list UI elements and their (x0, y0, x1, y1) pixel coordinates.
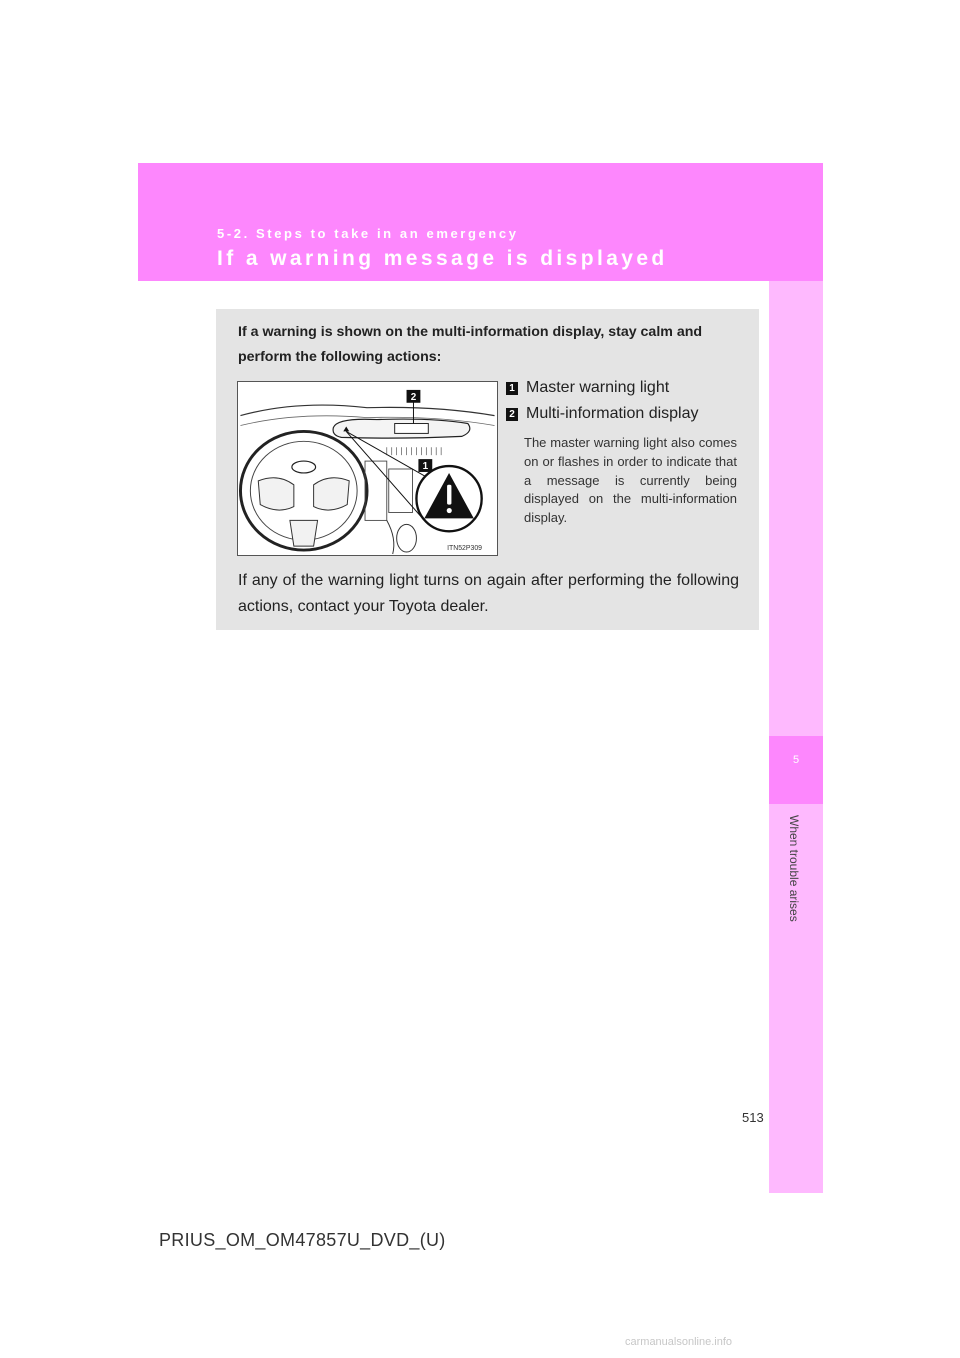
callout-list (506, 375, 756, 427)
chapter-number-box (769, 736, 823, 804)
note-text: The master warning light also comes on or flashes in order to indicate that a message is currently being displayed on the multi-information display. (524, 435, 737, 526)
callout-master-warning-light (506, 375, 756, 401)
callout-label-1: Master warning light (526, 379, 670, 396)
illustration-badge-2: 2 (410, 391, 417, 403)
page-title: If a warning message is displayed (217, 247, 668, 270)
dashboard-drawing (238, 382, 497, 555)
illustration-code: ITN52P309 (447, 545, 483, 553)
chapter-number: 5 (792, 754, 800, 766)
intro-text: If a warning is shown on the multi-information display, stay calm and perform the following actions: (238, 324, 703, 365)
chapter-title: When trouble arises (787, 815, 801, 922)
page-number: 513 (742, 1110, 764, 1125)
section-label: 5-2. Steps to take in an emergency (217, 226, 519, 241)
watermark: carmanualsonline.info (625, 1336, 733, 1348)
callout-multi-information-display (506, 401, 756, 427)
callout-label-2: Multi-information display (526, 405, 699, 422)
callout-badge-2: 2 (506, 408, 518, 421)
document-code: PRIUS_OM_OM47857U_DVD_(U) (159, 1230, 446, 1250)
illustration-badge-1: 1 (422, 460, 429, 472)
outro-text: If any of the warning light turns on again after performing the following actions, contact your Toyota dealer. (238, 572, 739, 615)
dashboard-illustration (237, 381, 498, 556)
callout-badge-1: 1 (506, 382, 518, 395)
